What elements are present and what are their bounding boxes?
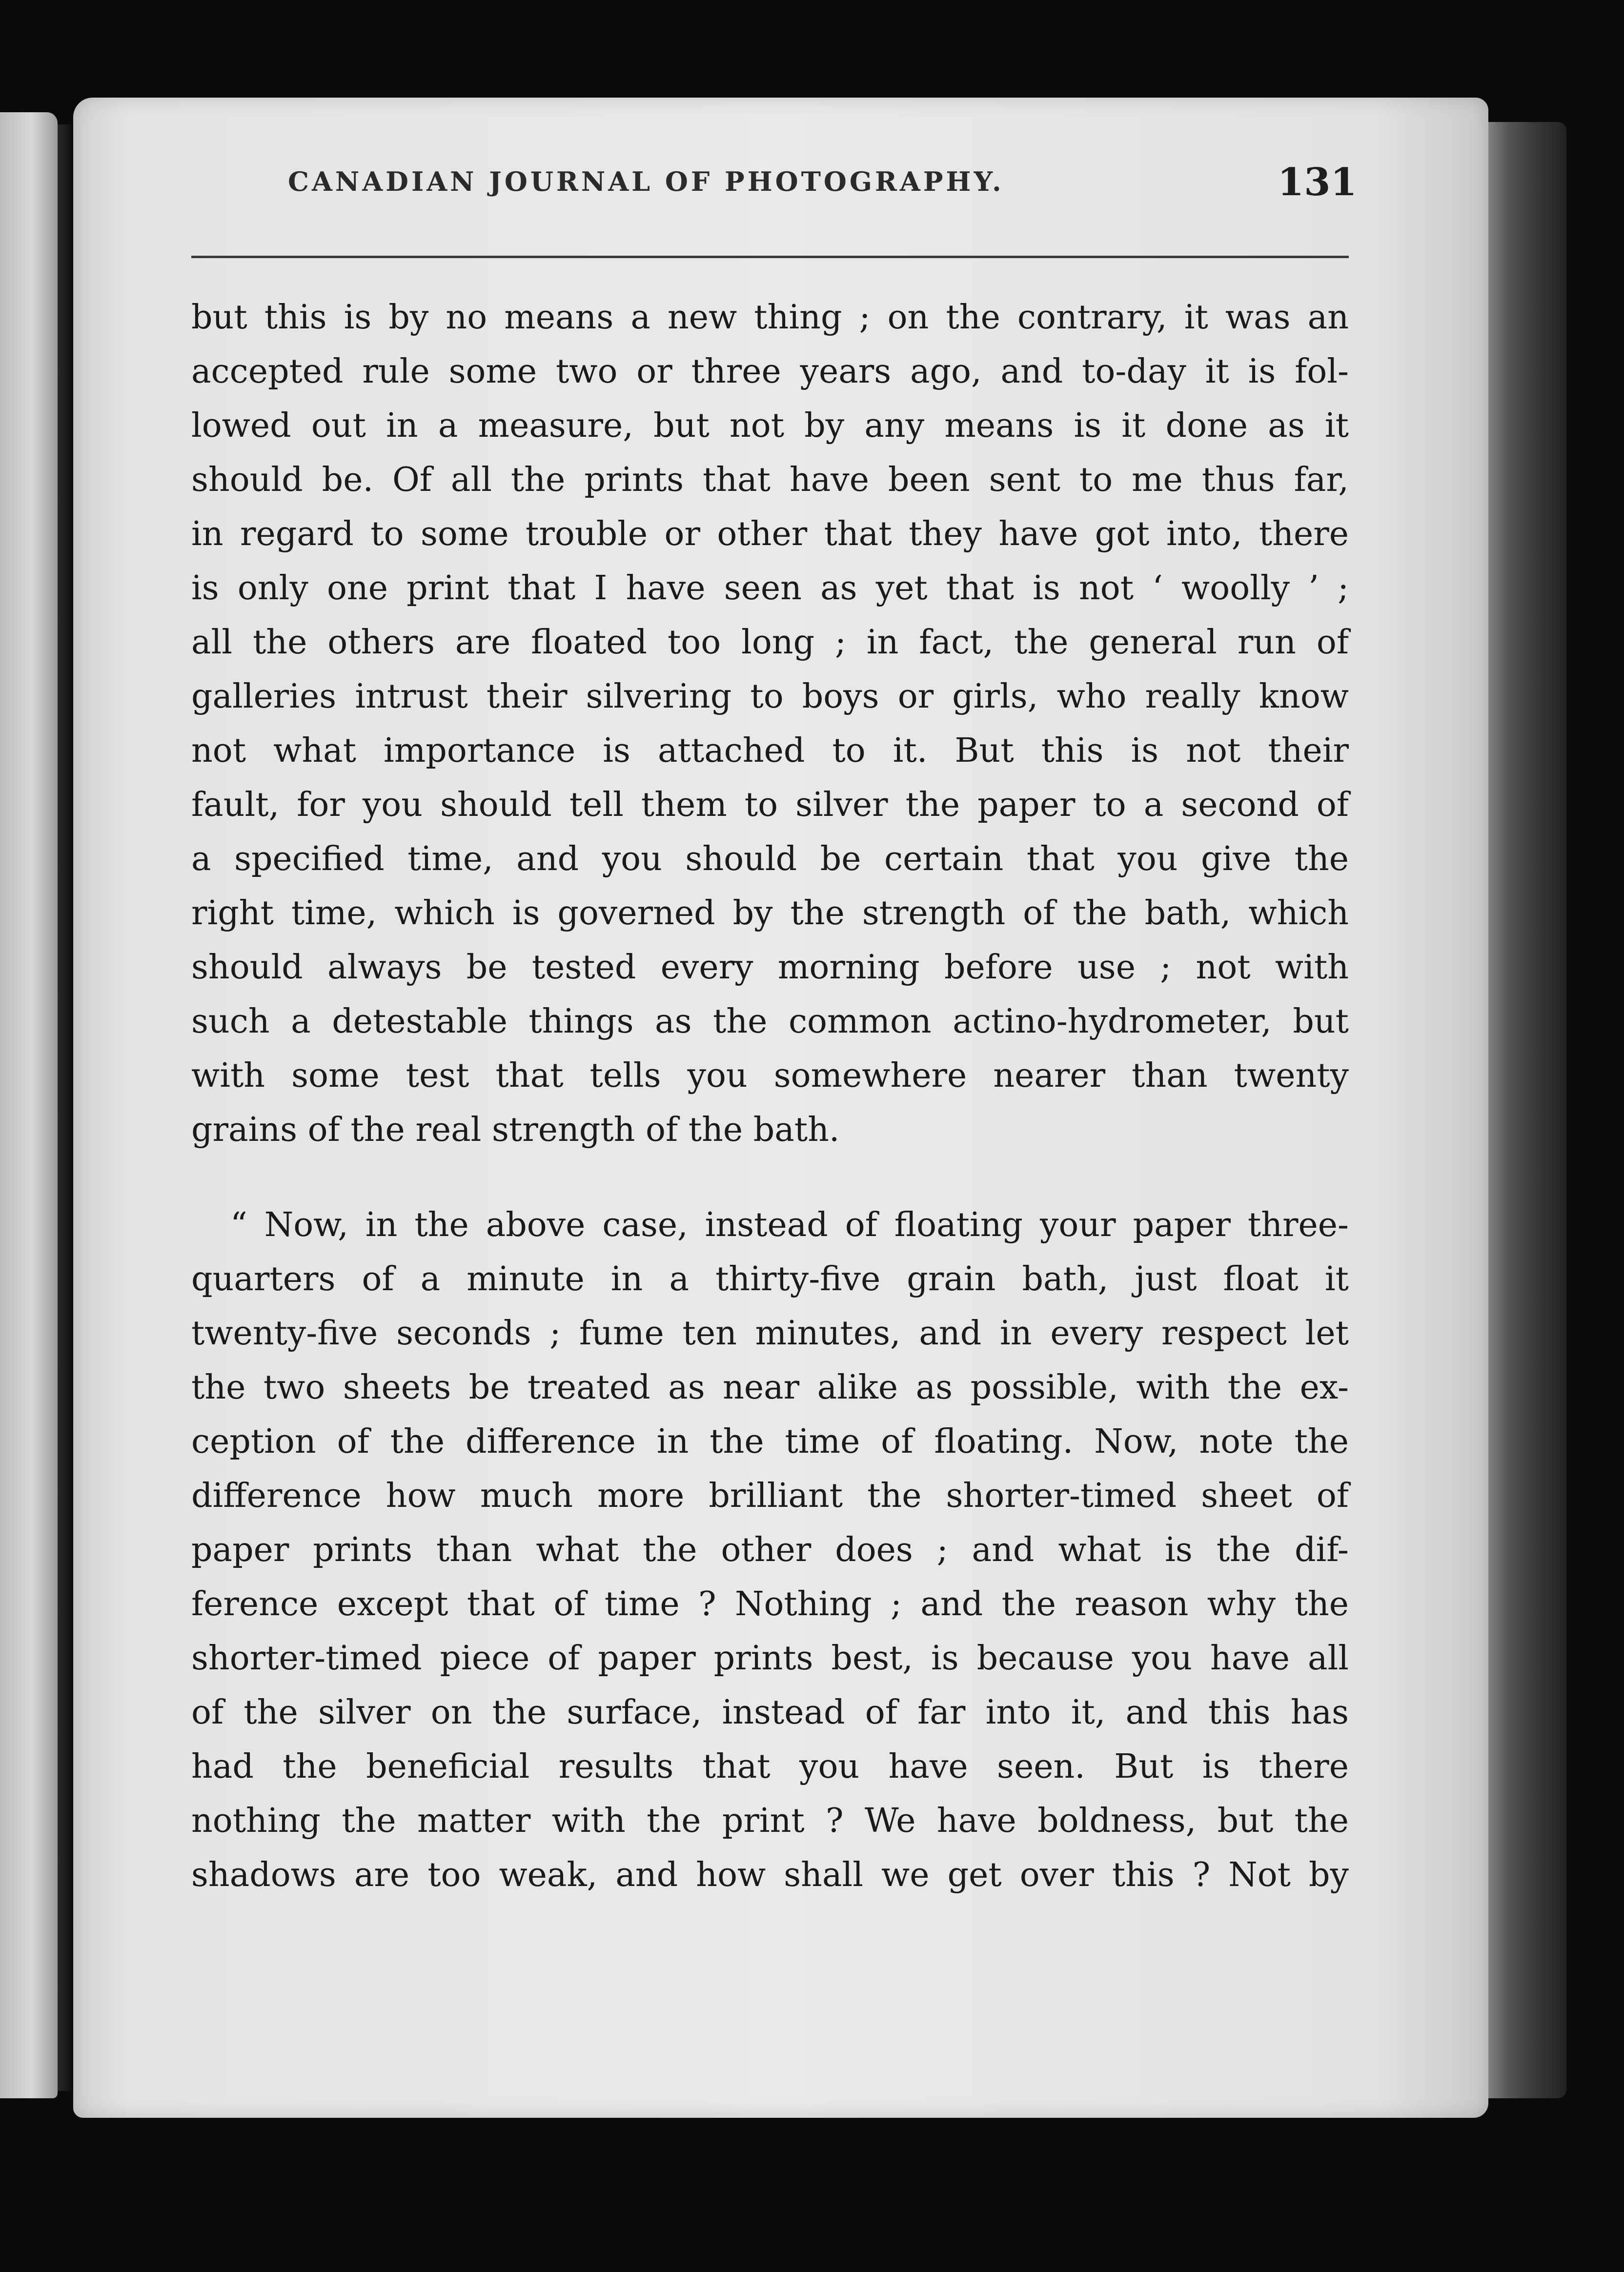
text-line: shorter-timed piece of paper prints best, is because you have all [191, 1639, 1349, 1678]
book-gutter [58, 124, 71, 2091]
text-line: right time, which is governed by the strength of the bath, which [191, 894, 1349, 933]
text-line: not what importance is attached to it. But this is not their [191, 731, 1349, 770]
paragraph-1 [191, 290, 1349, 1157]
text-line: but this is by no means a new thing ; on the contrary, it was an [191, 298, 1349, 337]
text-line: ference except that of time ? Nothing ; and the reason why the [191, 1585, 1349, 1623]
text-line: the two sheets be treated as near alike as possible, with the ex- [191, 1368, 1349, 1407]
text-line: “ Now, in the above case, instead of floating your paper three- [230, 1206, 1349, 1244]
text-line: galleries intrust their silvering to boys or girls, who really know [191, 677, 1349, 716]
text-line: is only one print that I have seen as yet that is not ‘ woolly ’ ; [191, 569, 1349, 608]
text-line: a specified time, and you should be certain that you give the [191, 840, 1349, 878]
text-line: shadows are too weak, and how shall we get over this ? Not by [191, 1856, 1349, 1894]
previous-page-edge [0, 112, 58, 2098]
text-line: such a detestable things as the common actino-hydrometer, but [191, 1002, 1349, 1041]
text-line: accepted rule some two or three years ago, and to-day it is fol- [191, 352, 1349, 391]
text-line: lowed out in a measure, but not by any means is it done as it [191, 406, 1349, 445]
text-line: ception of the difference in the time of floating. Now, note the [191, 1422, 1349, 1461]
running-title: CANADIAN JOURNAL OF PHOTOGRAPHY. [288, 166, 1004, 197]
text-line: quarters of a minute in a thirty-five grain bath, just float it [191, 1260, 1349, 1298]
header-rule [191, 256, 1349, 258]
paragraph-2 [191, 1198, 1349, 1902]
text-line: paper prints than what the other does ; and what is the dif- [191, 1531, 1349, 1569]
page-number: 131 [1278, 160, 1357, 204]
text-line: nothing the matter with the print ? We have boldness, but the [191, 1802, 1349, 1840]
text-line: had the beneficial results that you have seen. But is there [191, 1747, 1349, 1786]
text-line: fault, for you should tell them to silver the paper to a second of [191, 786, 1349, 824]
page-stack-edge [1483, 122, 1566, 2098]
text-line: should always be tested every morning before use ; not with [191, 948, 1349, 987]
text-line: grains of the real strength of the bath. [191, 1111, 840, 1149]
text-line: difference how much more brilliant the shorter-timed sheet of [191, 1477, 1349, 1515]
text-line: with some test that tells you somewhere nearer than twenty [191, 1056, 1349, 1095]
text-line: of the silver on the surface, instead of far into it, and this has [191, 1693, 1349, 1732]
text-line: all the others are floated too long ; in fact, the general run of [191, 623, 1349, 662]
text-line: should be. Of all the prints that have been sent to me thus far, [191, 461, 1349, 499]
text-line: in regard to some trouble or other that they have got into, there [191, 515, 1349, 553]
text-line: twenty-five seconds ; fume ten minutes, and in every respect let [191, 1314, 1349, 1353]
